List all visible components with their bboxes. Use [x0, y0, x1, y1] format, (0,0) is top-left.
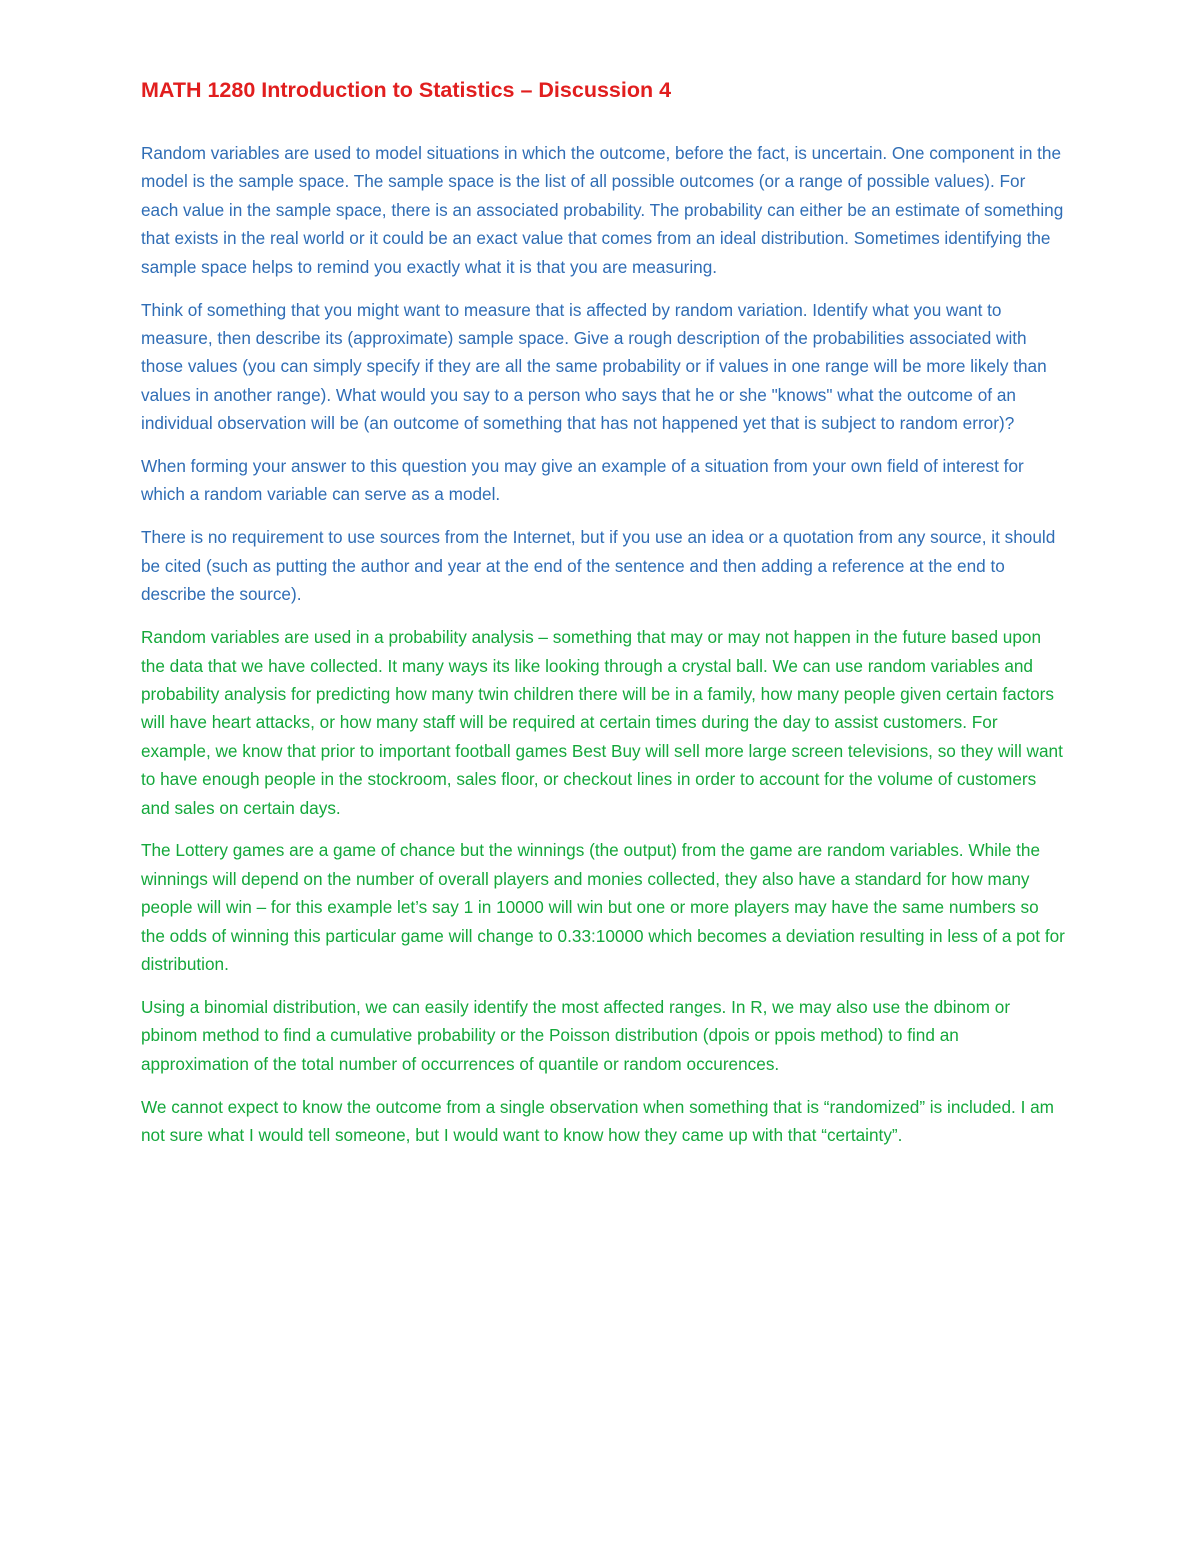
prompt-paragraph-3: When forming your answer to this question you may give an example of a situation from your own field of interest for which a random variable can serve as a model.	[141, 456, 1024, 505]
answer-paragraph-1: Random variables are used in a probability analysis – something that may or may not happen in the future based upon the data that we have collected. It many ways its like looking through a crystal ball. We can use random variables and probability analysis for predicting how many twin children there will be in a family, how many people given certain factors will have heart attacks, or how many staff will be required at certain times during the day to assist customers. For example, we know that prior to important football games Best Buy will sell more large screen televisions, so they will want to have enough people in the stockroom, sales floor, or checkout lines in order to account for the volume of customers and sales on certain days.	[141, 627, 1063, 818]
document-page	[141, 74, 1066, 1164]
answer-paragraph-3: Using a binomial distribution, we can easily identify the most affected ranges. In R, we may also use the dbinom or pbinom method to find a cumulative probability or the Poisson distribution (dpois or ppois method) to find an approximation of the total number of occurrences of quantile or random occurences.	[141, 996, 1011, 1074]
prompt-paragraph-4: There is no requirement to use sources from the Internet, but if you use an idea or a quotation from any source, it should be cited (such as putting the author and year at the end of the sentence and then adding a reference at the end to describe the source).	[141, 527, 1056, 605]
answer-paragraph-2: The Lottery games are a game of chance but the winnings (the output) from the game are random variables. While the winnings will depend on the number of overall players and monies collected, they also have a standard for how many people will win – for this example let’s say 1 in 10000 will win but one or more players may have the same numbers so the odds of winning this particular game will change to 0.33:10000 which becomes a deviation resulting in less of a pot for distribution.	[141, 840, 1065, 975]
answer-paragraph-4: We cannot expect to know the outcome from a single observation when something that is “randomized” is included. I am not sure what I would tell someone, but I would want to know how they came up with that “certainty”.	[141, 1096, 1055, 1146]
document-title: MATH 1280 Introduction to Statistics – Discussion 4	[141, 78, 672, 102]
prompt-paragraph-2: Think of something that you might want to measure that is affected by random variation. Identify what you want to measure, then describe its (approximate) sample space. Give a rough description of the probabilities associated with those values (you can simply specify if they are all the same probability or if values in one range will be more likely than values in another range). What would you say to a person who says that he or she "knows" what the outcome of an individual observation will be (an outcome of something that has not happened yet that is subject to random error)?	[141, 299, 1047, 434]
prompt-paragraph-1: Random variables are used to model situations in which the outcome, before the fact, is uncertain. One component in the model is the sample space. The sample space is the list of all possible outcomes (or a range of possible values). For each value in the sample space, there is an associated probability. The probability can either be an estimate of something that exists in the real world or it could be an exact value that comes from an ideal distribution. Sometimes identifying the sample space helps to remind you exactly what it is that you are measuring.	[141, 143, 1064, 277]
